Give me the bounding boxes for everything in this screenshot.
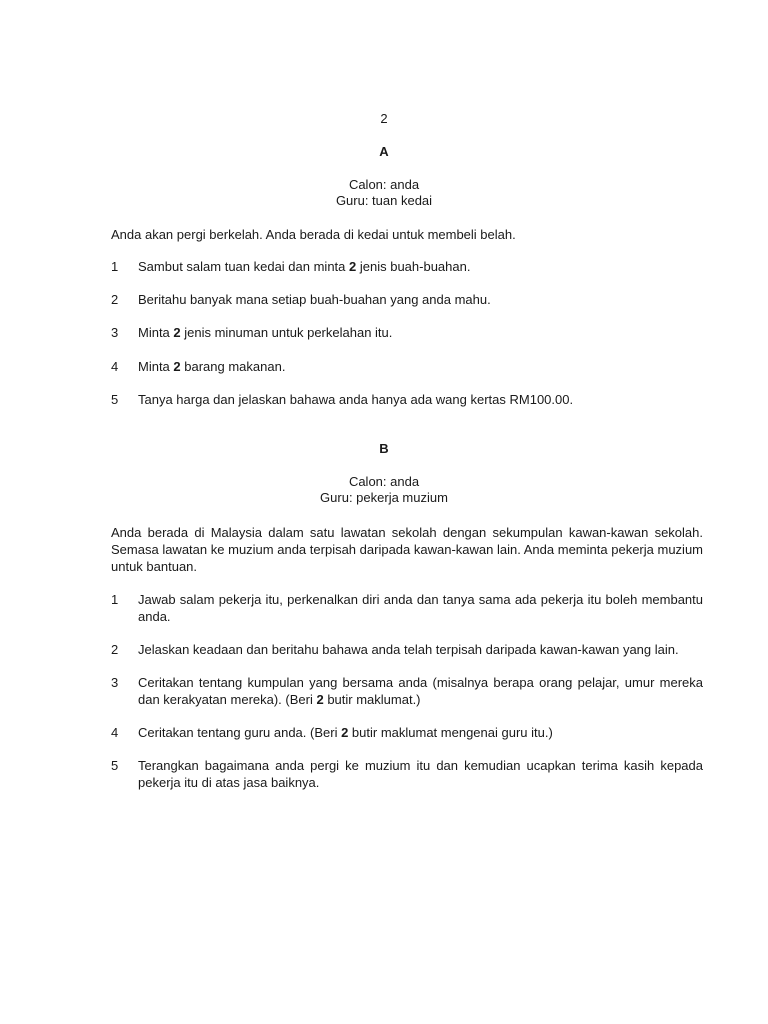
item-number: 1 xyxy=(111,592,119,607)
section-a-item xyxy=(111,391,703,408)
item-text: Minta 2 jenis minuman untuk perkelahan itu. xyxy=(138,325,393,340)
section-b-item xyxy=(111,591,703,625)
item-number: 4 xyxy=(111,359,119,374)
item-text: Jawab salam pekerja itu, perkenalkan diri anda dan tanya sama ada pekerja itu boleh membantu anda. xyxy=(138,592,703,624)
item-number: 2 xyxy=(111,642,119,657)
item-number: 5 xyxy=(111,392,119,407)
item-number: 2 xyxy=(111,292,119,307)
section-b-item xyxy=(111,757,703,791)
section-a-intro: Anda akan pergi berkelah. Anda berada di kedai untuk membeli belah. xyxy=(111,227,516,242)
section-a-item xyxy=(111,258,703,275)
item-text: Ceritakan tentang kumpulan yang bersama anda (misalnya berapa orang pelajar, umur mereka dan kerakyatan mereka). (Beri 2 butir maklumat.) xyxy=(138,675,703,707)
item-text: Sambut salam tuan kedai dan minta 2 jenis buah-buahan. xyxy=(138,259,471,274)
section-b-intro: Anda berada di Malaysia dalam satu lawatan sekolah dengan sekumpulan kawan-kawan sekolah. Semasa lawatan ke muzium anda terpisah daripada kawan-kawan lain. Anda meminta pekerja muzium untuk bantuan. xyxy=(111,525,703,574)
item-text: Jelaskan keadaan dan beritahu bahawa anda telah terpisah daripada kawan-kawan yang lain. xyxy=(138,642,679,657)
page-number: 2 xyxy=(380,111,388,126)
section-b-item xyxy=(111,641,703,658)
item-text: Minta 2 barang makanan. xyxy=(138,359,286,374)
item-number: 1 xyxy=(111,259,119,274)
section-b-candidate: Calon: anda xyxy=(348,474,420,489)
section-b-letter: B xyxy=(379,441,389,456)
item-number: 3 xyxy=(111,325,119,340)
section-a-letter: A xyxy=(379,144,389,159)
section-a-candidate: Calon: anda xyxy=(348,177,420,192)
section-b-teacher: Guru: pekerja muzium xyxy=(320,490,448,505)
item-text: Beritahu banyak mana setiap buah-buahan yang anda mahu. xyxy=(138,292,491,307)
item-text: Tanya harga dan jelaskan bahawa anda hanya ada wang kertas RM100.00. xyxy=(138,392,574,407)
section-a-item xyxy=(111,358,703,375)
section-b-item xyxy=(111,674,703,708)
section-a-item xyxy=(111,291,703,308)
section-a-teacher: Guru: tuan kedai xyxy=(335,193,433,208)
item-number: 5 xyxy=(111,758,119,773)
section-b-item xyxy=(111,724,703,741)
item-text: Terangkan bagaimana anda pergi ke muzium itu dan kemudian ucapkan terima kasih kepada pekerja itu di atas jasa baiknya. xyxy=(138,758,703,790)
section-a-item xyxy=(111,324,703,341)
item-number: 4 xyxy=(111,725,119,740)
item-number: 3 xyxy=(111,675,119,690)
item-text: Ceritakan tentang guru anda. (Beri 2 butir maklumat mengenai guru itu.) xyxy=(138,725,553,740)
